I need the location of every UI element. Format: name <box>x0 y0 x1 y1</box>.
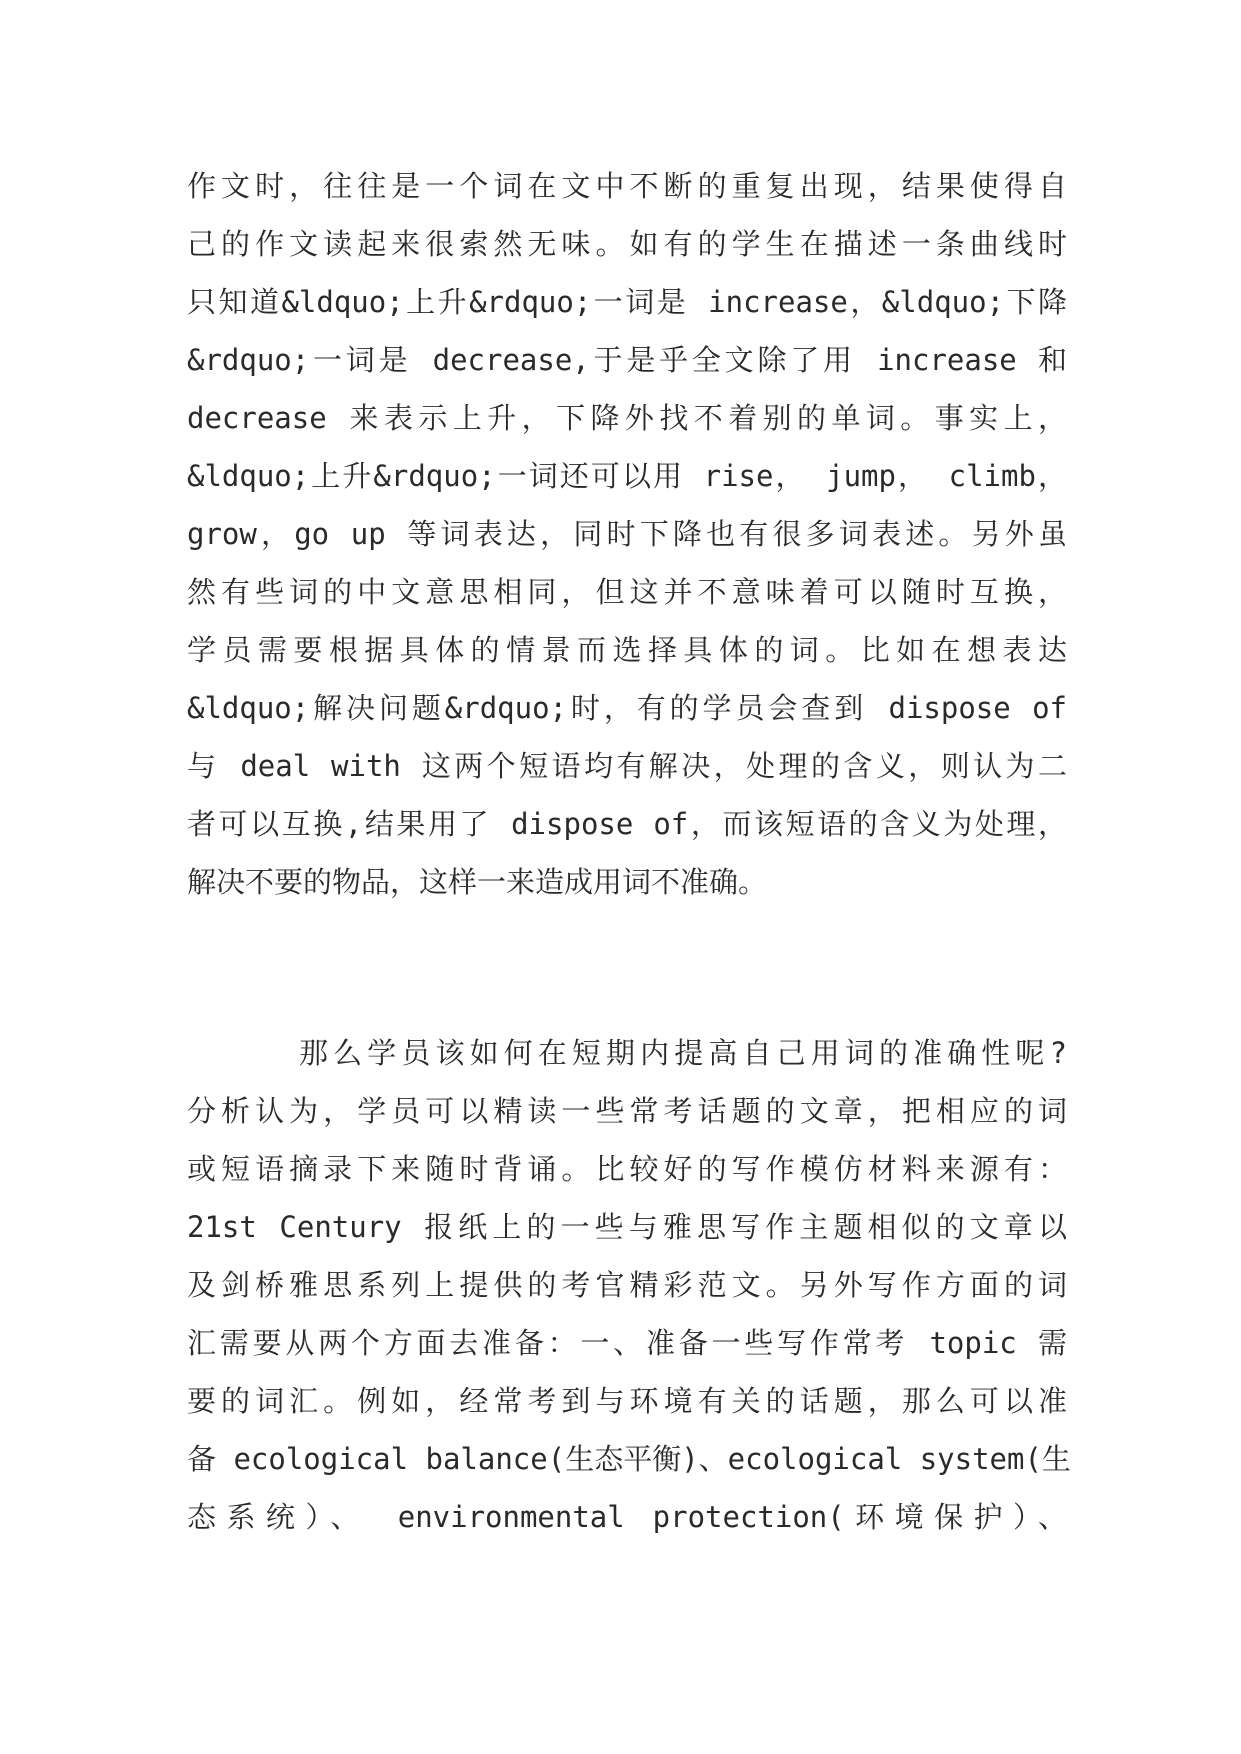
paragraph-1-line-3: 只知道&ldquo;上升&rdquo;一词是 increase，&ldquo;下降 <box>187 285 1067 319</box>
paragraph-1-line-12: 者可以互换,结果用了 dispose of，而该短语的含义为处理， <box>187 807 1067 841</box>
paragraph-1-line-1: 作文时，往往是一个词在文中不断的重复出现，结果使得自 <box>187 169 1067 203</box>
paragraph-1-line-13: 解决不要的物品，这样一来造成用词不准确。 <box>187 865 768 899</box>
paragraph-2-line-5: 及剑桥雅思系列上提供的考官精彩范文。另外写作方面的词 <box>187 1268 1067 1302</box>
paragraph-1-line-6: &ldquo;上升&rdquo;一词还可以用 rise， jump， climb， <box>187 459 1067 493</box>
paragraph-2-line-9: 态系统）、 environmental protection(环境保护）、 <box>187 1500 1067 1534</box>
paragraph-1 <box>187 157 1067 911</box>
paragraph-2-line-4: 21st Century 报纸上的一些与雅思写作主题相似的文章以 <box>187 1210 1067 1244</box>
paragraph-1-line-11: 与 deal with 这两个短语均有解决，处理的含义，则认为二 <box>187 749 1067 783</box>
paragraph-2 <box>187 1024 1071 1546</box>
paragraph-2-line-2: 分析认为，学员可以精读一些常考话题的文章，把相应的词 <box>187 1094 1067 1128</box>
paragraph-1-line-5: decrease 来表示上升，下降外找不着别的单词。事实上， <box>187 401 1067 435</box>
paragraph-2-line-8: 备 ecological balance(生态平衡)、ecological system(生 <box>187 1442 1071 1476</box>
paragraph-2-line-3: 或短语摘录下来随时背诵。比较好的写作模仿材料来源有： <box>187 1152 1067 1186</box>
paragraph-1-line-8: 然有些词的中文意思相同，但这并不意味着可以随时互换， <box>187 575 1067 609</box>
paragraph-1-line-7: grow，go up 等词表达，同时下降也有很多词表述。另外虽 <box>187 517 1067 551</box>
paragraph-2-line-7: 要的词汇。例如，经常考到与环境有关的话题，那么可以准 <box>187 1384 1067 1418</box>
paragraph-2-line-1: 那么学员该如何在短期内提高自己用词的准确性呢? <box>299 1036 1067 1070</box>
paragraph-1-line-4: &rdquo;一词是 decrease,于是乎全文除了用 increase 和 <box>187 343 1067 377</box>
paragraph-1-line-10: &ldquo;解决问题&rdquo;时，有的学员会查到 dispose of <box>187 691 1067 725</box>
paragraph-1-line-9: 学员需要根据具体的情景而选择具体的词。比如在想表达 <box>187 633 1067 667</box>
paragraph-2-line-6: 汇需要从两个方面去准备：一、准备一些写作常考 topic 需 <box>187 1326 1067 1360</box>
paragraph-1-line-2: 己的作文读起来很索然无味。如有的学生在描述一条曲线时 <box>187 227 1067 261</box>
